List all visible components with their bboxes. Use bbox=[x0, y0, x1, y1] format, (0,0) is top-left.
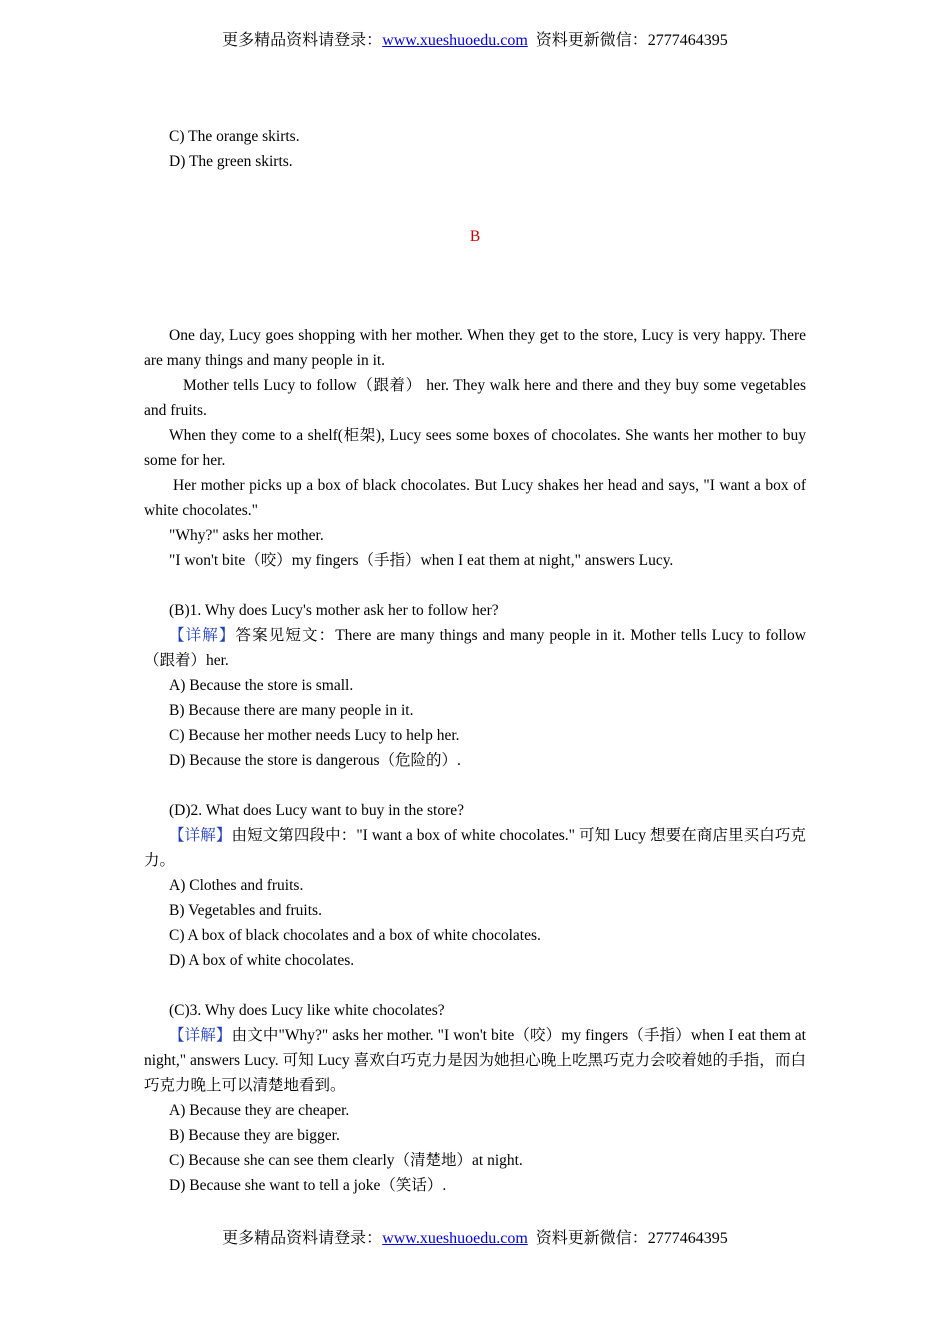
option: C) Because she can see them clearly（清楚地）at night. bbox=[169, 1152, 523, 1169]
option: C) Because her mother needs Lucy to help her. bbox=[169, 727, 460, 744]
prev-option-c: C) The orange skirts. bbox=[169, 128, 300, 145]
spacer bbox=[144, 249, 806, 323]
option: C) A box of black chocolates and a box of white chocolates. bbox=[169, 927, 541, 944]
question-detail bbox=[144, 623, 806, 673]
spacer bbox=[144, 174, 806, 224]
detail-tag: 【详解】 bbox=[169, 827, 232, 844]
question-stem: (B)1. Why does Lucy's mother ask her to follow her? bbox=[169, 602, 499, 619]
option: B) Vegetables and fruits. bbox=[169, 902, 322, 919]
spacer bbox=[144, 573, 806, 598]
question-detail bbox=[144, 1023, 806, 1098]
passage-paragraph: "Why?" asks her mother. bbox=[169, 527, 324, 544]
option: A) Because the store is small. bbox=[169, 677, 354, 694]
passage-paragraph: Mother tells Lucy to follow（跟着） her. They walk here and there and they buy some vegetables and fruits. bbox=[144, 377, 806, 419]
option: D) Because the store is dangerous（危险的）. bbox=[169, 752, 461, 769]
header-link[interactable]: www.xueshuoedu.com bbox=[382, 32, 528, 49]
prev-option-d: D) The green skirts. bbox=[169, 153, 293, 170]
option: A) Because they are cheaper. bbox=[169, 1102, 350, 1119]
option: D) A box of white chocolates. bbox=[169, 952, 355, 969]
footer-suffix: 资料更新微信：2777464395 bbox=[527, 1230, 728, 1247]
section-label: B bbox=[469, 228, 481, 245]
detail-tag: 【详解】 bbox=[169, 1027, 232, 1044]
page-header bbox=[0, 31, 950, 51]
footer-prefix: 更多精品资料请登录： bbox=[222, 1230, 383, 1247]
passage-paragraph: One day, Lucy goes shopping with her mother. When they get to the store, Lucy is very happy. There are many things and many people in it. bbox=[144, 327, 806, 369]
detail-text: 答案见短文：There are many things and many people in it. Mother tells Lucy to follow（跟着）her. bbox=[144, 627, 806, 669]
option: B) Because there are many people in it. bbox=[169, 702, 414, 719]
detail-text: 由短文第四段中："I want a box of white chocolates." 可知 Lucy 想要在商店里买白巧克力。 bbox=[144, 827, 806, 869]
header-suffix: 资料更新微信：2777464395 bbox=[527, 32, 728, 49]
spacer bbox=[144, 973, 806, 998]
header-prefix: 更多精品资料请登录： bbox=[222, 32, 383, 49]
passage-paragraph: When they come to a shelf(柜架), Lucy sees some boxes of chocolates. She wants her mother to buy some for her. bbox=[144, 427, 806, 469]
question-detail bbox=[144, 823, 806, 873]
spacer bbox=[144, 773, 806, 798]
footer-link[interactable]: www.xueshuoedu.com bbox=[382, 1230, 528, 1247]
passage-paragraph: Her mother picks up a box of black chocolates. But Lucy shakes her head and says, "I want a box of white chocolates." bbox=[144, 477, 806, 519]
detail-tag: 【详解】 bbox=[169, 627, 236, 644]
option: D) Because she want to tell a joke（笑话）. bbox=[169, 1177, 447, 1194]
question-stem: (C)3. Why does Lucy like white chocolates? bbox=[169, 1002, 445, 1019]
passage-paragraph: "I won't bite（咬）my fingers（手指）when I eat them at night," answers Lucy. bbox=[169, 552, 674, 569]
question-stem: (D)2. What does Lucy want to buy in the store? bbox=[169, 802, 464, 819]
detail-text: 由文中"Why?" asks her mother. "I won't bite（咬）my fingers（手指）when I eat them at night," answers Lucy. 可知 Lucy 喜欢白巧克力是因为她担心晚上吃黑巧克力会咬着她的手指，而白巧克力晚上可以清楚地看到。 bbox=[144, 1027, 806, 1094]
document-body bbox=[144, 124, 806, 1198]
option: B) Because they are bigger. bbox=[169, 1127, 340, 1144]
page-footer bbox=[0, 1229, 950, 1249]
option: A) Clothes and fruits. bbox=[169, 877, 304, 894]
